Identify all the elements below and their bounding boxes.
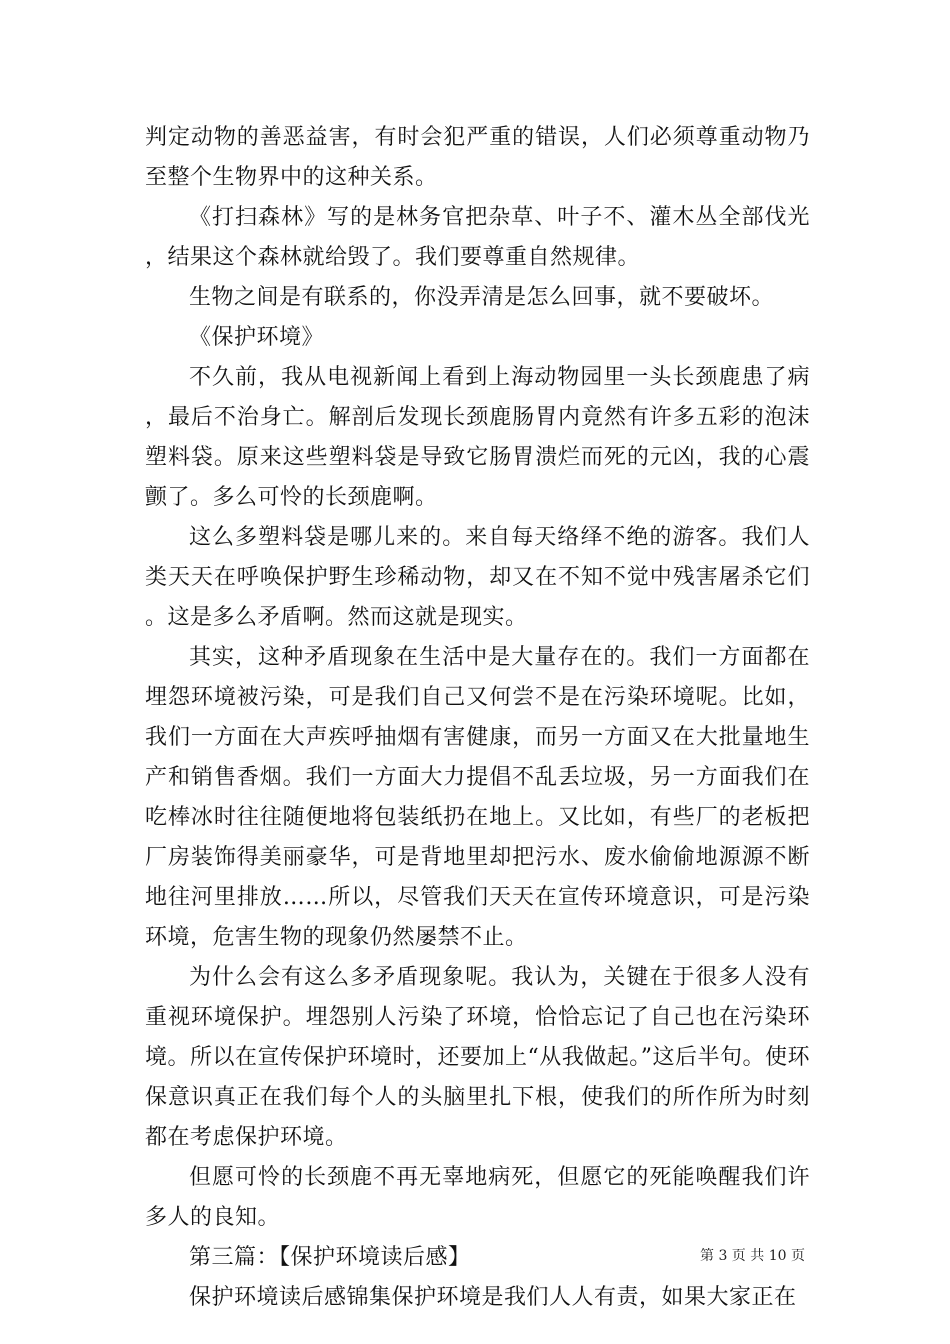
chapter-heading: 第三篇：【保护环境读后感】 xyxy=(189,1245,471,1270)
paragraph: 这么多塑料袋是哪儿来的。来自每天络绎不绝的游客。我们人类天天在呼唤保护野生珍稀动物，却又在不知不觉中残害屠杀它们。这是多么矛盾啊。然而这就是现实。 xyxy=(145,525,810,630)
page-number-footer: 第 3 页 共 10 页 xyxy=(700,1248,805,1264)
paragraph-continuation: 判定动物的善恶益害，有时会犯严重的错误，人们必须尊重动物乃至整个生物界中的这种关系。 xyxy=(145,125,810,190)
paragraph: 但愿可怜的长颈鹿不再无辜地病死，但愿它的死能唤醒我们许多人的良知。 xyxy=(145,1165,810,1230)
body-text xyxy=(145,118,810,1318)
paragraph: 《打扫森林》写的是林务官把杂草、叶子不、灌木丛全部伐光，结果这个森林就给毁了。我们要尊重自然规律。 xyxy=(145,205,810,270)
paragraph: 保护环境读后感锦集保护环境是我们人人有责，如果大家正在 xyxy=(189,1285,797,1310)
paragraph: 不久前，我从电视新闻上看到上海动物园里一头长颈鹿患了病，最后不治身亡。解剖后发现长颈鹿肠胃内竟然有许多五彩的泡沫塑料袋。原来这些塑料袋是导致它肠胃溃烂而死的元凶，我的心震颤了。多么可怜的长颈鹿啊。 xyxy=(145,365,810,510)
paragraph: 生物之间是有联系的，你没弄清是怎么回事，就不要破坏。 xyxy=(189,285,775,310)
paragraph: 其实，这种矛盾现象在生活中是大量存在的。我们一方面都在埋怨环境被污染，可是我们自己又何尝不是在污染环境呢。比如，我们一方面在大声疾呼抽烟有害健康，而另一方面又在大批量地生产和销售香烟。我们一方面大力提倡不乱丢垃圾，另一方面我们在吃棒冰时往往随便地将包装纸扔在地上。又比如，有些厂的老板把厂房装饰得美丽豪华，可是背地里却把污水、废水偷偷地源源不断地往河里排放……所以，尽管我们天天在宣传环境意识，可是污染环境，危害生物的现象仍然屡禁不止。 xyxy=(145,645,810,950)
paragraph: 为什么会有这么多矛盾现象呢。我认为，关键在于很多人没有重视环境保护。埋怨别人污染了环境，恰恰忘记了自己也在污染环境。所以在宣传保护环境时，还要加上“从我做起。”这后半句。使环保意识真正在我们每个人的头脑里扎下根，使我们的所作所为时刻都在考虑保护环境。 xyxy=(145,965,810,1150)
section-title: 《保护环境》 xyxy=(189,325,325,350)
